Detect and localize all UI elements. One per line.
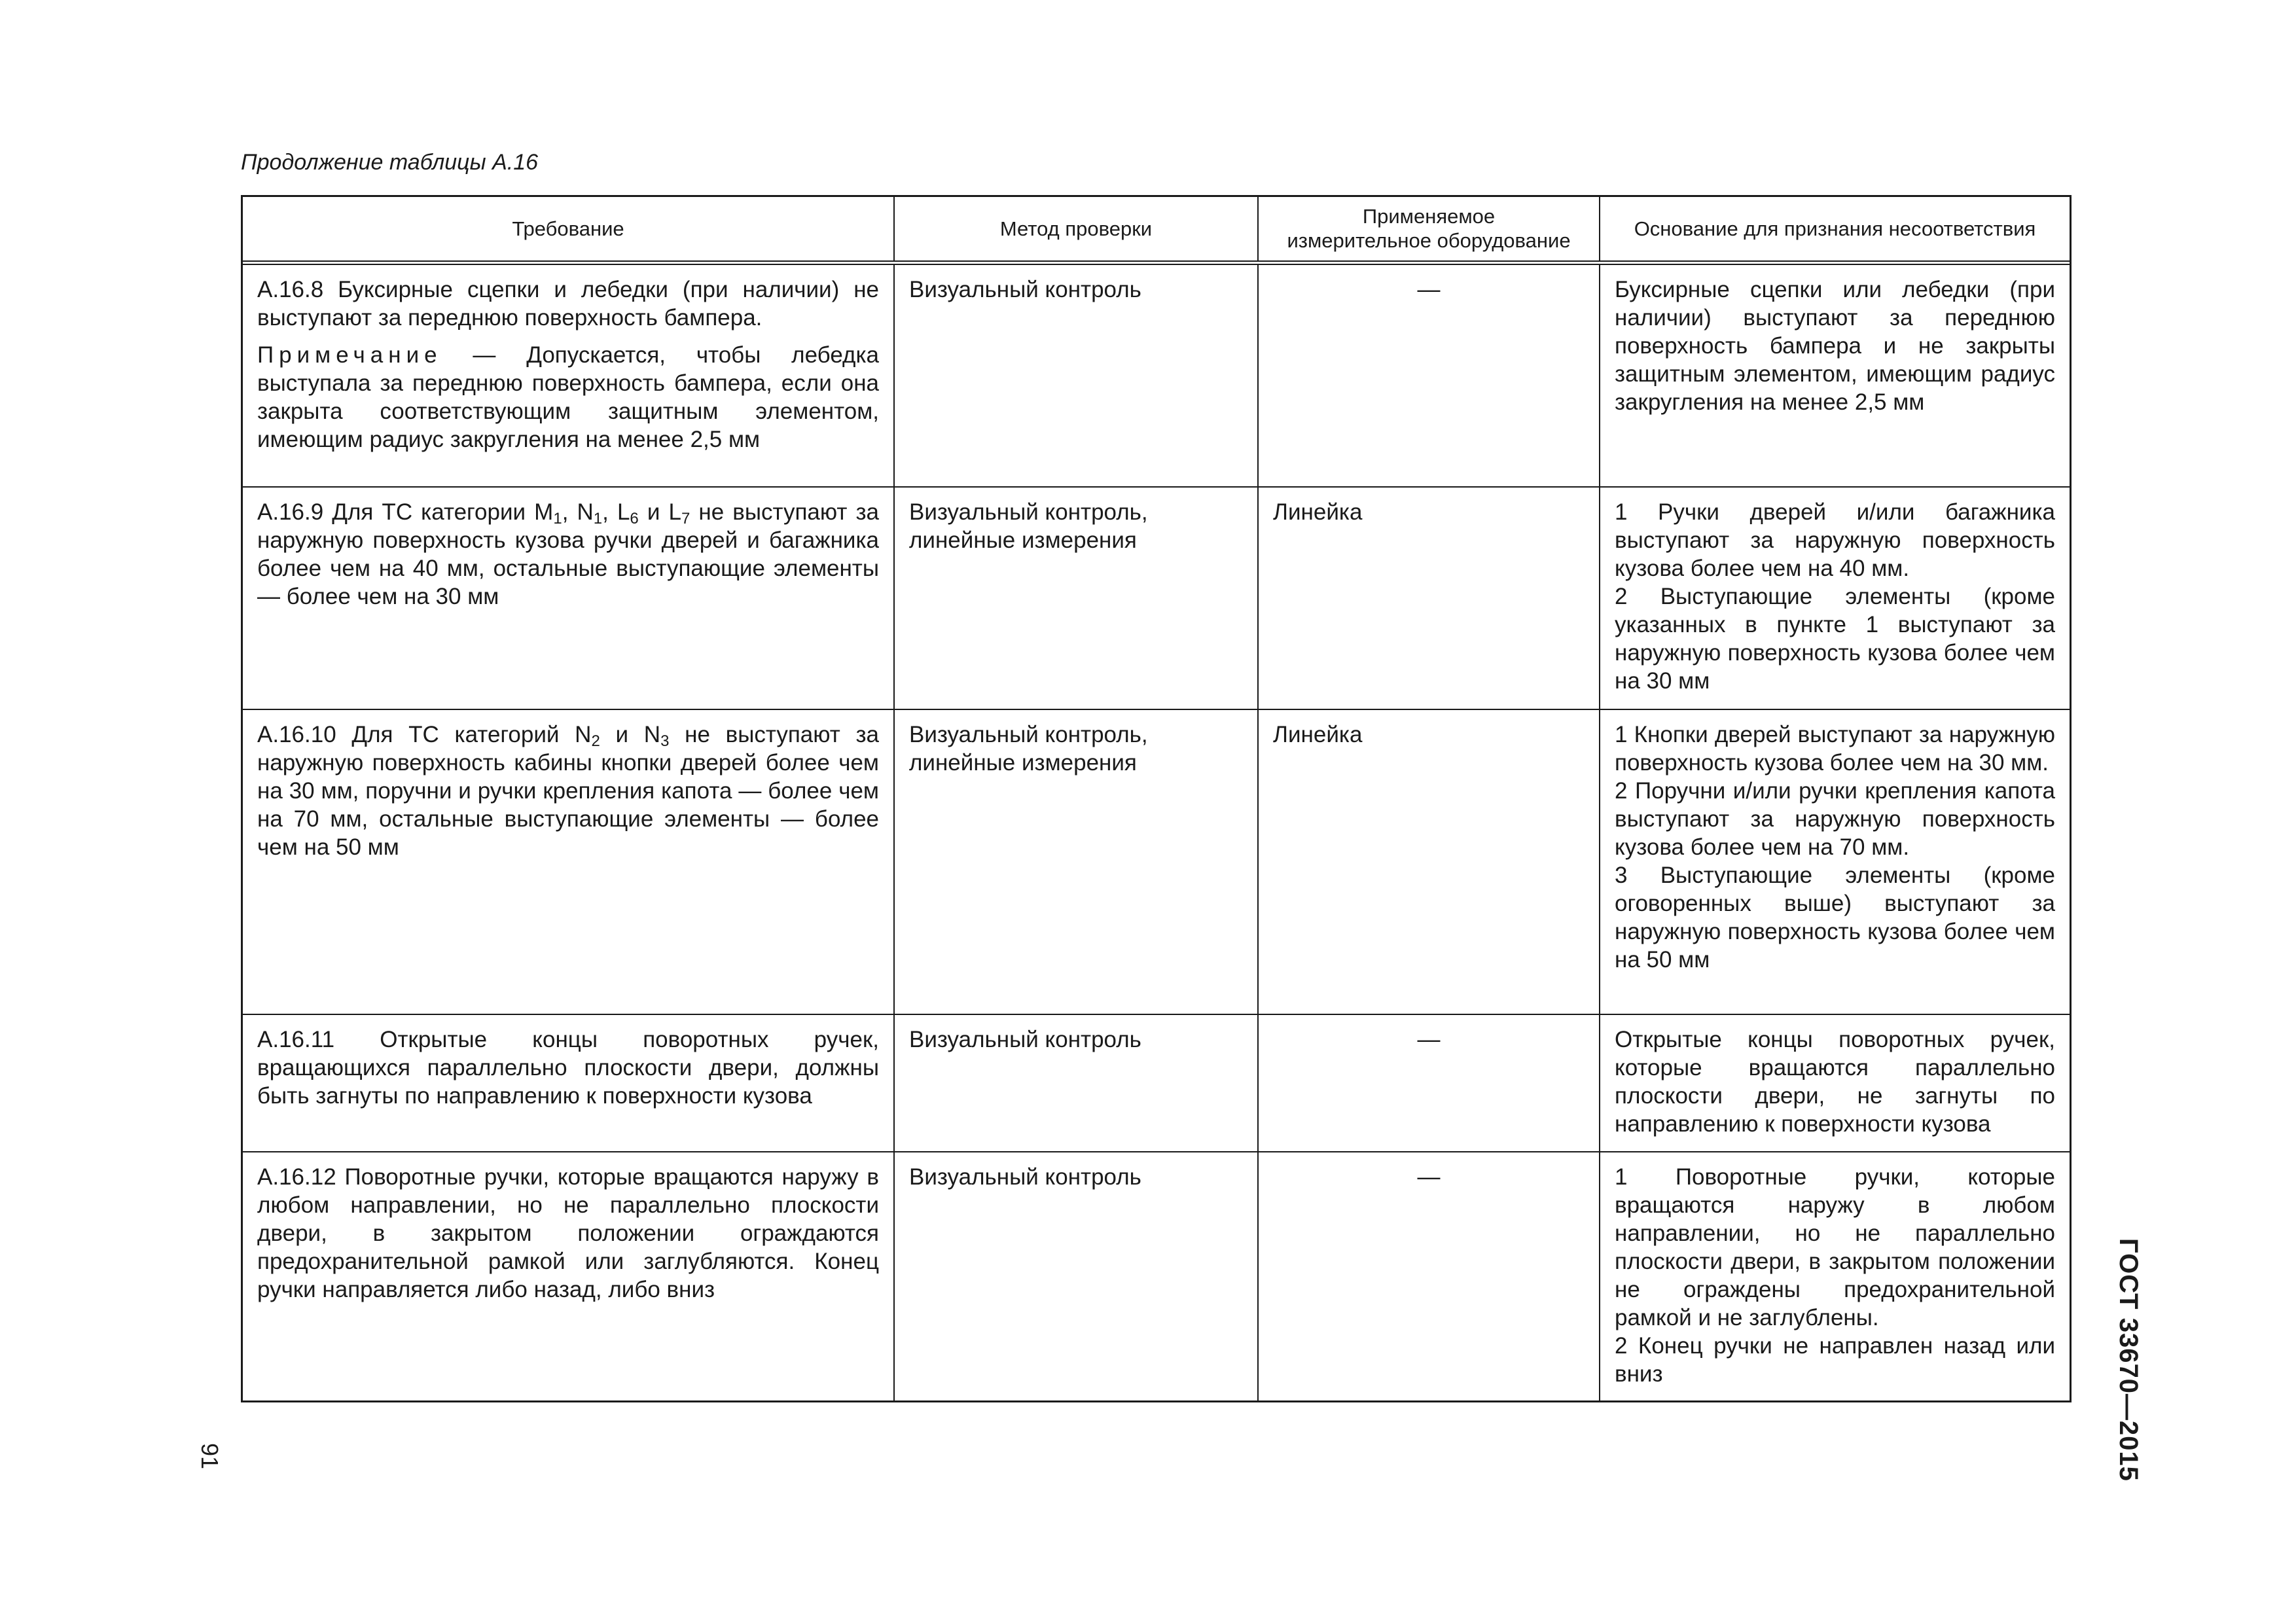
header-basis: Основание для признания несоответствия (1600, 197, 2070, 262)
requirement-text-part: , L (602, 499, 630, 525)
note-label: Примечание (257, 342, 442, 368)
requirement-note (257, 341, 879, 454)
page-number: 91 (196, 1443, 223, 1470)
basis-item: 1 Ручки дверей и/или багажника выступают за наружную поверхность кузова более чем на 40 мм. (1615, 499, 2055, 581)
basis-item: 1 Поворотные ручки, которые вращаются наружу в любом направлении, но не параллельно плоскости двери, в закрытом положении не ограждены предохранительной рамкой и не заглублены. (1615, 1164, 2055, 1330)
table-row (243, 1152, 2070, 1400)
basis-item: Буксирные сцепки или лебедки (при наличии) выступают за переднюю поверхность бампера и не закрыты защитным элементом, имеющим радиус закругления на менее 2,5 мм (1615, 276, 2055, 415)
basis-item: 1 Кнопки дверей выступают за наружную поверхность кузова более чем на 30 мм. (1615, 722, 2055, 776)
subscript: 3 (660, 732, 670, 750)
cell-equipment: — (1258, 1014, 1600, 1152)
table-row (243, 487, 2070, 709)
header-equipment-line1: Применяемое (1362, 205, 1496, 228)
requirement-text-part: А.16.10 Для ТС категорий N (257, 722, 592, 747)
subscript: 2 (591, 732, 600, 750)
table-row (243, 1014, 2070, 1152)
cell-requirement: А.16.11 Открытые концы поворотных ручек, вращающихся параллельно плоскости двери, должны быть загнуты по направлению к поверхности кузова (243, 1014, 894, 1152)
cell-requirement (243, 709, 894, 1014)
cell-method: Визуальный контроль, линейные измерения (894, 709, 1258, 1014)
requirements-table-frame (241, 195, 2072, 1402)
subscript: 6 (630, 510, 639, 527)
basis-item: 2 Выступающие элементы (кроме указанных в пункте 1 выступают за наружную поверхность кузова более чем на 30 мм (1615, 584, 2055, 694)
cell-method: Визуальный контроль, линейные измерения (894, 487, 1258, 709)
table-header-row (243, 197, 2070, 262)
requirements-table (243, 197, 2070, 1400)
requirement-text-part: и N (600, 722, 661, 747)
note-text: — Допускается, чтобы лебедка выступала за переднюю поверхность бампера, если она закрыта соответствующим защитным элементом, имеющим радиус закругления на менее 2,5 мм (257, 342, 879, 452)
cell-requirement: А.16.12 Поворотные ручки, которые вращаются наружу в любом направлении, но не параллельно плоскости двери, в закрытом положении ограждаются предохранительной рамкой или заглубляются. Конец ручки направляется либо назад, либо вниз (243, 1152, 894, 1400)
cell-basis (1600, 1152, 2070, 1400)
requirement-text-part: и L (638, 499, 681, 525)
cell-basis (1600, 262, 2070, 487)
subscript: 1 (553, 510, 562, 527)
document-code: ГОСТ 33670—2015 (2114, 1238, 2143, 1482)
cell-basis (1600, 1014, 2070, 1152)
header-equipment-line2: измерительное оборудование (1287, 229, 1571, 253)
header-requirement: Требование (243, 197, 894, 262)
table-row (243, 262, 2070, 487)
header-equipment (1258, 197, 1600, 262)
requirement-text-part: не выступают за наружную поверхность кабины кнопки дверей более чем на 30 мм, поручни и ручки крепления капота — более чем на 70 мм, остальные выступающие элементы — более чем на 50 мм (257, 722, 879, 860)
basis-item: 3 Выступающие элементы (кроме оговоренных выше) выступают за наружную поверхность кузова более чем на 50 мм (1615, 863, 2055, 972)
cell-method: Визуальный контроль (894, 1152, 1258, 1400)
basis-item: 2 Конец ручки не направлен назад или вниз (1615, 1333, 2055, 1387)
requirement-text: А.16.8 Буксирные сцепки и лебедки (при наличии) не выступают за переднюю поверхность бампера. (257, 276, 879, 330)
basis-item: 2 Поручни и/или ручки крепления капота выступают за наружную поверхность кузова более чем на 70 мм. (1615, 778, 2055, 860)
basis-item: Открытые концы поворотных ручек, которые вращаются параллельно плоскости двери, не загнуты по направлению к поверхности кузова (1615, 1027, 2055, 1137)
cell-basis (1600, 487, 2070, 709)
cell-equipment: — (1258, 262, 1600, 487)
cell-requirement (243, 262, 894, 487)
table-row (243, 709, 2070, 1014)
requirement-text-part: , N (562, 499, 594, 525)
cell-equipment: — (1258, 1152, 1600, 1400)
header-method: Метод проверки (894, 197, 1258, 262)
cell-method: Визуальный контроль (894, 1014, 1258, 1152)
cell-basis (1600, 709, 2070, 1014)
requirement-text-part: не выступают за наружную поверхность кузова ручки дверей и багажника более чем на 40 мм, остальные выступающие элементы — более чем на 30 мм (257, 499, 879, 609)
cell-equipment: Линейка (1258, 487, 1600, 709)
cell-requirement (243, 487, 894, 709)
cell-method: Визуальный контроль (894, 262, 1258, 487)
cell-equipment: Линейка (1258, 709, 1600, 1014)
requirement-text-part: А.16.9 Для ТС категории M (257, 499, 554, 525)
subscript: 1 (593, 510, 603, 527)
table-caption: Продолжение таблицы А.16 (241, 150, 539, 175)
subscript: 7 (681, 510, 691, 527)
